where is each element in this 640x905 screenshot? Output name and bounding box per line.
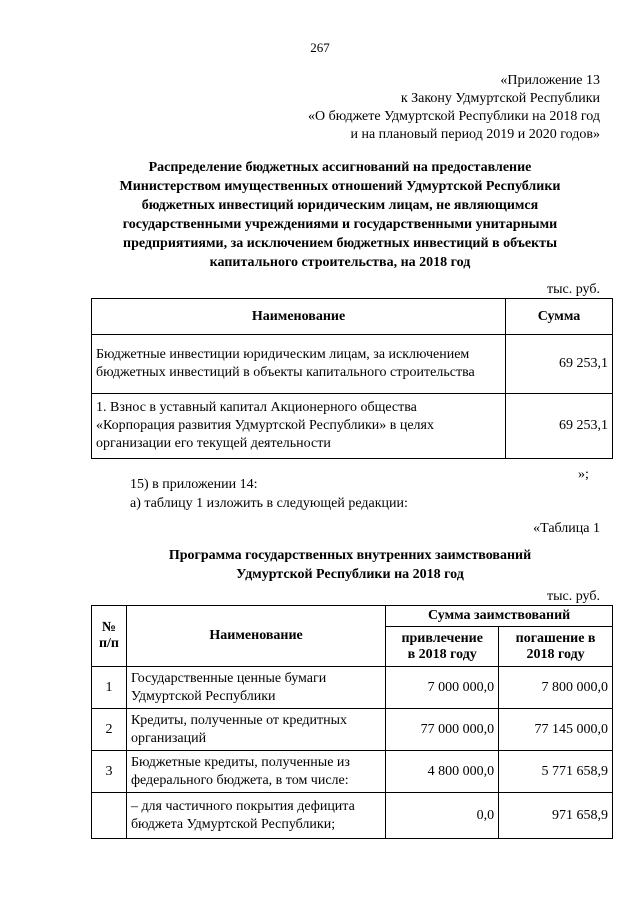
header-name: Наименование — [92, 299, 506, 335]
table-header-row — [92, 299, 613, 335]
header-borrowing — [386, 627, 499, 667]
row-number: 1 — [92, 667, 127, 709]
header-number-line: № — [101, 620, 116, 635]
table-row — [92, 335, 613, 394]
header-borrowing-line: привлечение — [401, 630, 483, 646]
row-name-line: Бюджетные кредиты, полученные из — [130, 754, 350, 770]
row-repayment: 5 771 658,9 — [499, 751, 613, 793]
header-name: Наименование — [126, 606, 385, 667]
row-name-line: бюджетных инвестиций в объекты капитального строительства — [96, 365, 475, 380]
row-name-line: Кредиты, полученные от кредитных — [130, 712, 347, 728]
paragraph-a: а) таблицу 1 изложить в следующей редакции: — [130, 496, 408, 511]
row-name — [126, 667, 385, 709]
header-amount-group: Сумма заимствований — [386, 606, 613, 627]
row-name — [126, 709, 385, 751]
row-number: 3 — [92, 751, 127, 793]
row-name-line: организации его текущей деятельности — [96, 436, 331, 451]
header-borrowing-line: в 2018 году — [407, 646, 477, 662]
title-line: капитального строительства, на 2018 год — [209, 255, 471, 270]
row-repayment: 7 800 000,0 — [499, 667, 613, 709]
borrowings-table — [91, 605, 613, 839]
table-row — [92, 751, 613, 793]
row-borrowing: 4 800 000,0 — [386, 751, 499, 793]
currency-unit: тыс. руб. — [547, 282, 600, 297]
row-sum: 69 253,1 — [506, 394, 613, 459]
appendix-line: и на плановый период 2019 и 2020 годов» — [350, 127, 600, 142]
appendix-header — [308, 72, 600, 144]
appendix-line: «Приложение 13 — [500, 73, 600, 88]
row-repayment: 971 658,9 — [499, 793, 613, 839]
header-number-line: п/п — [98, 636, 119, 651]
header-repayment-line: погашение в — [515, 630, 596, 646]
row-name-line: организаций — [130, 730, 207, 746]
header-repayment — [499, 627, 613, 667]
row-number — [92, 793, 127, 839]
row-name — [126, 751, 385, 793]
row-repayment: 77 145 000,0 — [499, 709, 613, 751]
title-line: Распределение бюджетных ассигнований на предоставление — [148, 160, 532, 175]
row-name — [92, 394, 506, 459]
row-name — [92, 335, 506, 394]
page-number: 267 — [310, 40, 330, 55]
row-borrowing: 77 000 000,0 — [386, 709, 499, 751]
paragraph-15: 15) в приложении 14: — [130, 477, 258, 492]
table-row — [92, 793, 613, 839]
row-name-line: «Корпорация развития Удмуртской Республики» в целях — [96, 418, 434, 433]
title-line: Министерством имущественных отношений Удмуртской Республики — [119, 179, 561, 194]
row-name-line: Удмуртской Республики — [130, 688, 276, 704]
table-row — [92, 667, 613, 709]
table-row — [92, 394, 613, 459]
program-title — [90, 546, 610, 584]
currency-unit: тыс. руб. — [547, 589, 600, 604]
header-number — [92, 606, 127, 667]
row-name-line: федерального бюджета, в том числе: — [130, 772, 349, 788]
row-sum: 69 253,1 — [506, 335, 613, 394]
table-label: «Таблица 1 — [533, 521, 600, 536]
closing-quote: »; — [578, 467, 589, 482]
row-name-line: бюджета Удмуртской Республики; — [130, 816, 336, 832]
appendix-line: «О бюджете Удмуртской Республики на 2018 год — [307, 109, 600, 124]
table-header-row — [92, 606, 613, 627]
row-name — [126, 793, 385, 839]
title-line: бюджетных инвестиций юридическим лицам, не являющимся — [141, 198, 539, 213]
row-name-line: Государственные ценные бумаги — [130, 670, 327, 686]
row-borrowing: 7 000 000,0 — [386, 667, 499, 709]
title-line: предприятиями, за исключением бюджетных инвестиций в объекты — [123, 236, 557, 251]
row-number: 2 — [92, 709, 127, 751]
program-title-line: Удмуртской Республики на 2018 год — [236, 567, 464, 582]
row-name-line: Бюджетные инвестиции юридическим лицам, за исключением — [96, 347, 470, 362]
table-row — [92, 709, 613, 751]
row-name-line: – для частичного покрытия дефицита — [130, 798, 355, 814]
header-sum: Сумма — [506, 299, 613, 335]
investments-table — [91, 298, 613, 459]
row-name-line: 1. Взнос в уставный капитал Акционерного общества — [96, 400, 417, 415]
header-repayment-line: 2018 году — [526, 646, 585, 662]
row-borrowing: 0,0 — [386, 793, 499, 839]
document-title — [90, 158, 590, 272]
appendix-line: к Закону Удмуртской Республики — [400, 91, 600, 106]
title-line: государственными учреждениями и государственными унитарными — [122, 217, 558, 232]
program-title-line: Программа государственных внутренних заимствований — [168, 548, 532, 563]
